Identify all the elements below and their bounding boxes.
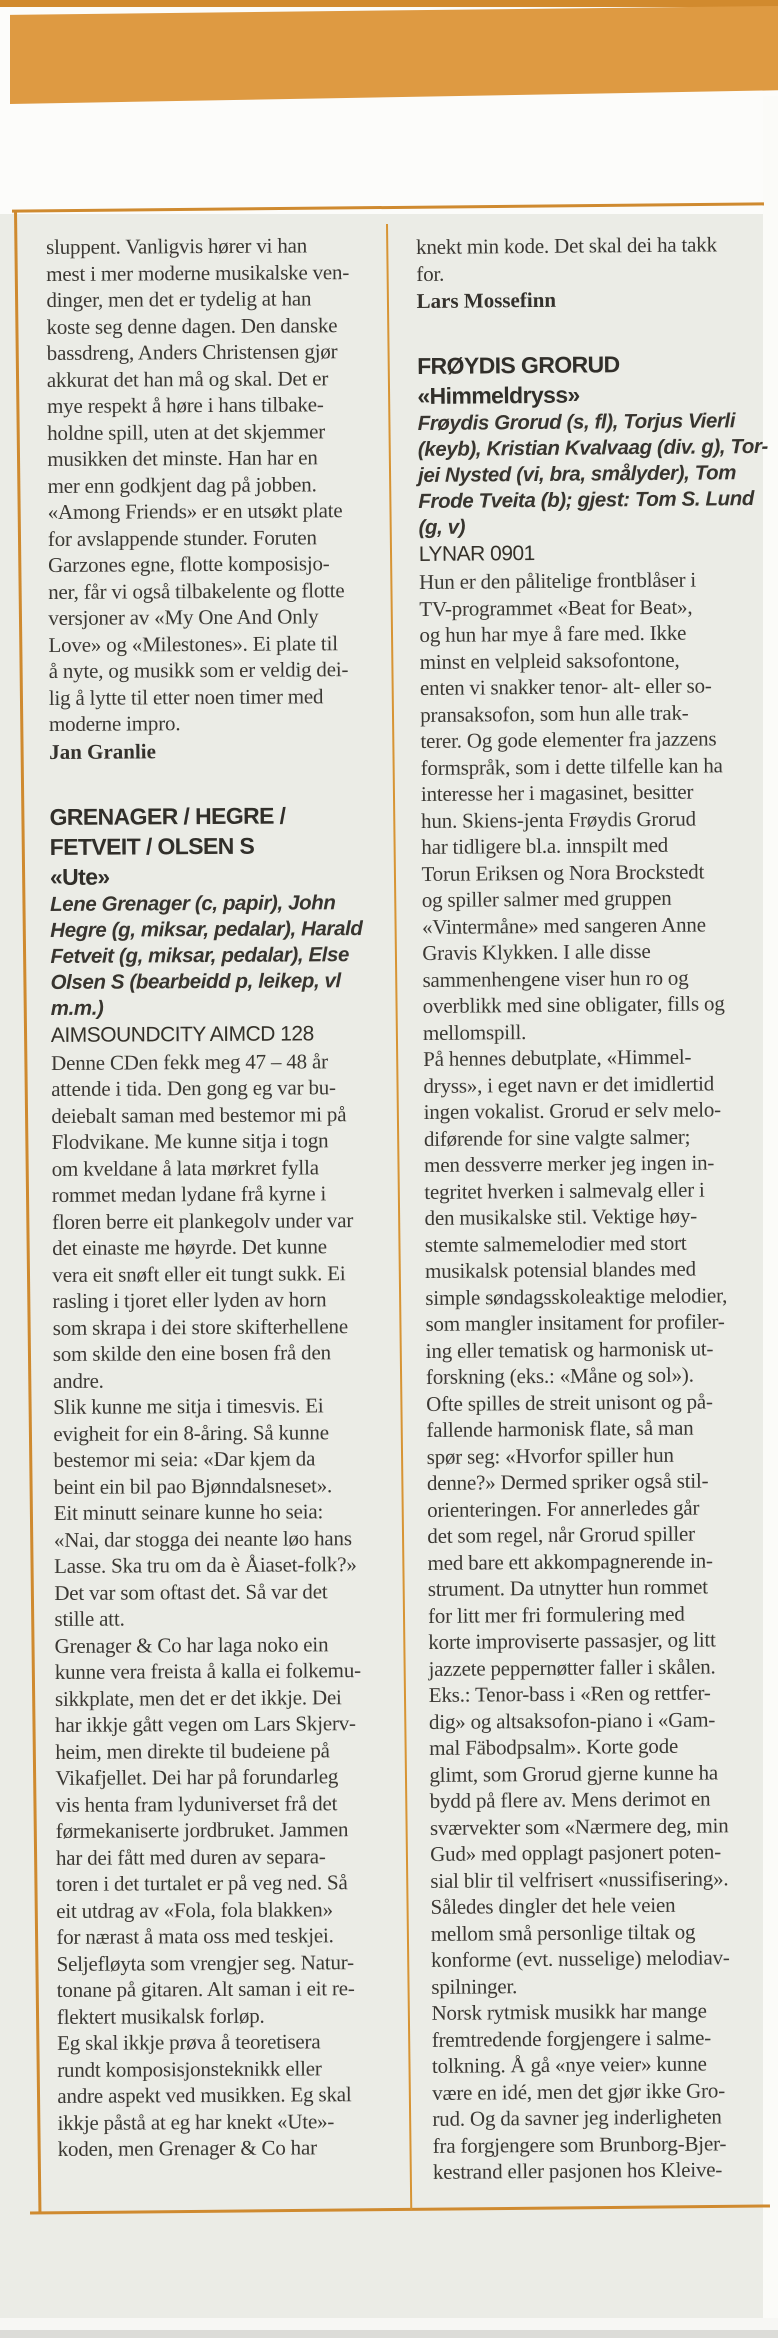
catalog-number: LYNAR 0901	[418, 541, 535, 566]
review-body-text: sluppent. Vanligvis hører vi han mest i mer moderne musikalske ven- dinger, men det er tydelig at han koste seg denne dagen. Den danske bassdreng, Anders Christensen gjør akkurat det han må og skal. Det er mye respekt å høre i hans tilbake- holdne spill, uten at det skjemmer musikken det minste. Han har en mer enn godkjent dag på jobben. «Among Friends» er en utsøkt plate for avslappende stunder. Foruten Garzones egne, flotte komposisjo- ner, får vi også tilbakelente og flotte versjoner av «My One And Only Love» og «Milestones». Ei plate til å nyte, og musikk som er veldig dei- lig å lytte til etter noen timer med moderne impro.	[46, 233, 350, 736]
right-column	[416, 231, 778, 2185]
left-column	[46, 232, 402, 2163]
orange-header-band	[10, 6, 778, 104]
reviewer-byline: Lars Mossefinn	[416, 287, 557, 313]
review-body-text: knekt min kode. Det skal dei ha takk for.	[416, 232, 717, 286]
musician-credits: Lene Grenager (c, papir), John Hegre (g, miksar, pedalar), Harald Fetveit (g, miksar, pedalar), Else Olsen S (bearbeidd p, leikep, vl m.m.)	[50, 890, 363, 1020]
album-heading: FRØYDIS GRORUD «Himmeldryss»	[417, 351, 620, 409]
reviewer-byline: Jan Granlie	[49, 738, 156, 764]
album-heading: GRENAGER / HEGRE / FETVEIT / OLSEN S «Ute»	[49, 802, 286, 890]
review-body-text: Hun er den pålitelige frontblåser i TV-programmet «Beat for Beat», og hun har mye å fare med. Ikke minst en velpleid saksofontone, enten vi snakker tenor- alt- eller so- pransaksofon, som hun alle trak- terer. Og gode elementer fra jazzens formspråk, som i dette tilfelle kan ha interesse her i magasinet, besitter hun. Skiens-jenta Frøydis Grorud har tidligere bl.a. innspilt med Torun Eriksen og Nora Brockstedt og spiller salmer med gruppen «Vintermåne» med sangeren Anne Gravis Klykken. I alle disse sammenhengene viser hun ro og overblikk med sine obligater, fills og mellomspill. På hennes debutplate, «Himmel- dryss», i eget navn er det imidlertid ingen vokalist. Grorud er selv melo- diførende for sine valgte salmer; men dessverre merker jeg ingen in- tegritet hverken i salmevalg eller i den musikalske stil. Vektige høy- stemte salmemelodier med stort musikalsk potensial blandes med simple søndagsskoleaktige melodier, som mangler insitament for profiler- ing eller tematisk og harmonisk ut- forskning (eks.: «Måne og sol»). Ofte spilles de streit unisont og på- fallende harmonisk flate, så man spør seg: «Hvorfor spiller hun denne?» Dermed spriker også stil- orienteringen. For annerledes går det som regel, når Grorud spiller med bare ett akkompagnerende in- strument. Da utnytter hun rommet for litt mer fri formulering med korte improviserte passasjer, og litt jazzete peppernøtter faller i skålen. Eks.: Tenor-bass i «Ren og rettfer- dig» og altsaksofon-piano i «Gam- mal Fäbodpsalm». Korte gode glimt, som Grorud gjerne kunne ha bydd på flere av. Mens derimot en sværvekter som «Nærmere deg, min Gud» med opplagt pasjonert poten- sial blir til velfrisert «nussifisering». Således dingler det hele veien mellom små personlige tiltak og konforme (evt. nusselige) melodiav- spilninger. Norsk rytmisk musikk har mange fremtredende forgjengere i salme- tolkning. Å gå «nye veier» kunne være en idé, men det gjør ikke Gro- rud. Og da savner jeg inderligheten fra forgjengere som Brunborg-Bjer- kestrand eller pasjonen hos Kleive-	[418, 567, 730, 2184]
top-rule	[12, 202, 764, 212]
review-body-text: Denne CDen fekk meg 47 – 48 år attende i tida. Den gong eg var bu- deiebalt saman med bestemor mi på Flodvikane. Me kunne sitja i togn om kveldane å lata mørkret fylla rommet medan lydane frå kyrne i floren berre eit plankegolv under var det einaste me høyrde. Det kunne vera eit snøft eller eit tungt sukk. Ei rasling i tjoret eller lyden av horn som skrapa i dei store skifterhellene som skilde den eine bosen frå den andre. Slik kunne me sitja i timesvis. Ei evigheit for ein 8-åring. Så kunne bestemor mi seia: «Dar kjem da beint ein bil pao Bjønndalsneset». Eit minutt seinare kunne ho seia: «Nai, dar stogga dei neante løo hans Lasse. Ska tru om da è Åiaset-folk?» Det var som oftast det. Så var det stille att. Grenager & Co har laga noko ein kunne vera freista å kalla ei folkemu- sikkplate, men det er det ikkje. Dei har ikkje gått vegen om Lars Skjerv- heim, men direkte til budeiene på Vikafjellet. Dei har på forundarleg vis henta fram lyduniverset frå det førmekaniserte jordbruket. Jammen har dei fått med duren av separa- toren i det turtalet er på veg ned. Så eit utdrag av «Fola, fola blakken» for nærast å mata oss med teskjei. Seljefløyta som vrengjer seg. Natur- tonane på gitaren. Alt saman i eit re- flektert musikalsk forløp. Eg skal ikkje prøva å teoretisera rundt komposisjonsteknikk eller andre aspekt ved musikken. Eg skal ikkje påstå at eg har knekt «Ute»- koden, men Grenager & Co har	[50, 1048, 361, 2161]
musician-credits: Frøydis Grorud (s, fl), Torjus Vierli (keyb), Kristian Kvalvaag (div. g), Tor- jei Nysted (vi, bra, smålyder), Tom Frode Tveita (b); gjest: Tom S. Lund (g, v)	[417, 409, 769, 539]
catalog-number: AIMSOUNDCITY AIMCD 128	[50, 1021, 314, 1047]
scan-bottom-shadow	[0, 2330, 778, 2338]
top-orange-strip	[0, 0, 778, 7]
